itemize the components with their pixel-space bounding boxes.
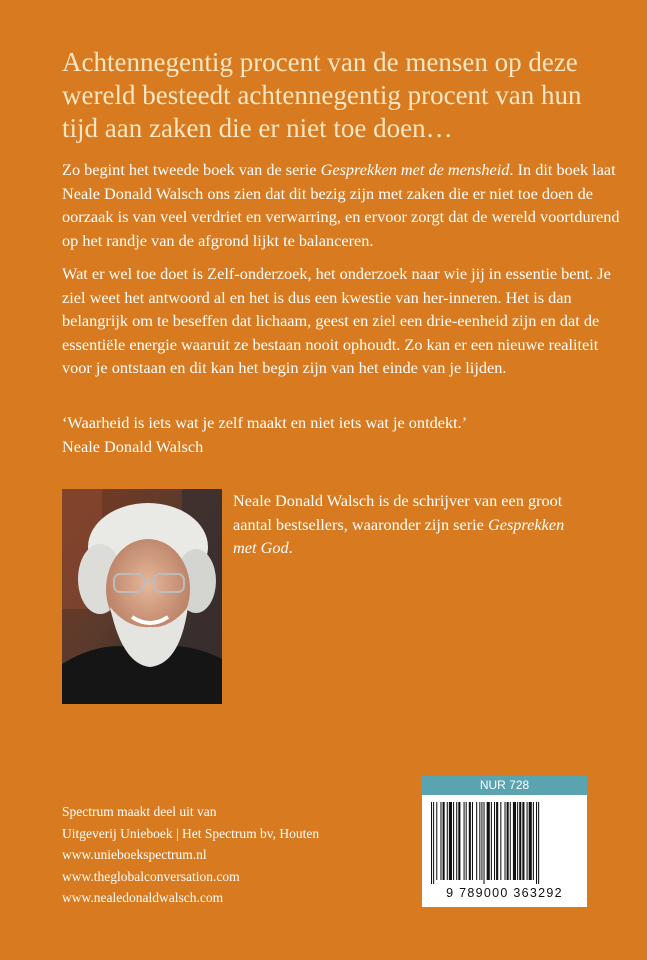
- barcode-bar: [538, 802, 539, 884]
- nur-label: NUR 728: [422, 776, 587, 795]
- barcode-bar: [469, 802, 471, 880]
- barcode-bar: [447, 802, 448, 880]
- quote-author: Neale Donald Walsch: [62, 436, 204, 456]
- description-paragraph-1: [62, 158, 622, 252]
- barcode-bar: [533, 802, 534, 880]
- quote-block: [62, 411, 622, 458]
- barcode-bar: [487, 802, 490, 880]
- barcode-bar: [529, 802, 532, 880]
- barcode-bar: [479, 802, 480, 880]
- p1-before: Zo begint het tweede boek van de serie: [62, 160, 321, 179]
- barcode-bar: [505, 802, 506, 880]
- barcode-bar: [476, 802, 477, 880]
- portrait-photo-icon: [62, 489, 222, 704]
- barcode-bar: [464, 802, 465, 880]
- barcode-bar: [458, 802, 460, 880]
- author-series-title: Gesprekken met God: [233, 514, 565, 557]
- barcode-bar: [431, 802, 432, 884]
- barcode-bar: [456, 802, 457, 880]
- publisher-website-link[interactable]: www.theglobalconversation.com: [62, 868, 240, 884]
- barcode-bar: [513, 802, 516, 880]
- author-bio: [233, 489, 573, 560]
- barcode-bar: [536, 802, 537, 884]
- barcode-bar: [449, 802, 452, 880]
- barcode-bar: [453, 802, 454, 880]
- publisher-info: [62, 801, 392, 909]
- barcode-bar: [472, 802, 473, 880]
- barcode-box: [422, 776, 587, 907]
- barcode-bar: [527, 802, 528, 880]
- barcode-bar: [440, 802, 441, 880]
- headline: Achtennegentig procent van de mensen op deze wereld besteedt achtennegentig procent van hun tijd aan zaken die er niet toe doen…: [62, 47, 582, 143]
- barcode-bar: [519, 802, 521, 880]
- series-title: Gesprekken met de mensheid: [320, 160, 510, 179]
- author-photo: [62, 489, 222, 704]
- barcode-bar: [494, 802, 495, 880]
- barcode-bar: [433, 802, 434, 884]
- barcode-bar: [491, 802, 492, 880]
- barcode-bar: [481, 802, 482, 880]
- author-bio-text: Neale Donald Walsch is de schrijver van een groot aantal bestsellers, waaronder zijn serie: [233, 491, 563, 534]
- barcode-bar: [436, 802, 437, 880]
- barcode-bar: [517, 802, 518, 880]
- publisher-website-link[interactable]: www.nealedonaldwalsch.com: [62, 890, 224, 905]
- barcode-graphic-icon: [431, 802, 578, 884]
- barcode-bar: [510, 802, 511, 880]
- isbn-number: 9 789000 363292: [446, 886, 563, 900]
- barcode-bar: [500, 802, 501, 880]
- barcode-bar: [466, 802, 467, 880]
- barcode-bar: [496, 802, 498, 880]
- barcode-bar: [507, 802, 509, 880]
- publisher-line: Spectrum maakt deel uit van: [62, 804, 217, 819]
- publisher-website-link[interactable]: www.unieboekspectrum.nl: [62, 847, 207, 862]
- description-paragraph-2: Wat er wel toe doet is Zelf-onderzoek, het onderzoek naar wie jij in essentie bent. Je ziel weet het antwoord al en het is dus een kwestie van her-inneren. Het is dan belangrijk om te beseffen dat lichaam, geest en ziel een drie-eenheid zijn en dat de essentiële energie waaruit ze bestaan nooit ophoudt. Zo kan er een nieuwe realiteit voor je ontstaan en dit kan het begin zijn van het einde van je lijden.: [62, 264, 611, 377]
- author-bio-end: .: [288, 538, 293, 557]
- p1-after: . In dit boek laat Neale Donald Walsch ons zien dat dit bezig zijn met zaken die er niet toe doen de oorzaak is van veel verdriet en verwarring, en ervoor zorgt dat de wereld voortdurend op het randje van de afgrond lijkt te balanceren.: [62, 160, 620, 250]
- barcode-bar: [484, 802, 485, 884]
- barcode-bar: [522, 802, 524, 880]
- publisher-line: Uitgeverij Unieboek | Het Spectrum bv, Houten: [62, 825, 320, 841]
- quote-text: ‘Waarheid is iets wat je zelf maakt en niet iets wat je ontdekt.’: [62, 413, 468, 432]
- barcode-bar: [443, 802, 445, 880]
